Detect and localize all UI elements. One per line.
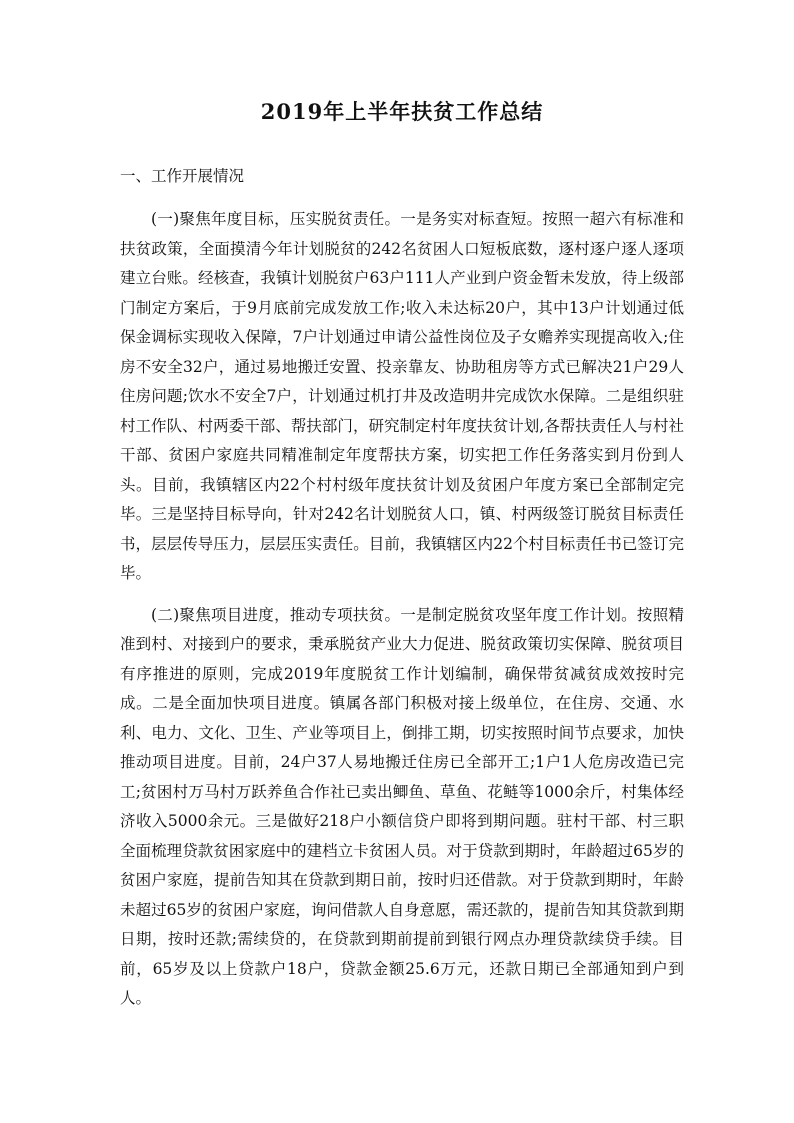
paragraph-2: (二)聚焦项目进度，推动专项扶贫。一是制定脱贫攻坚年度工作计划。按照精准到村、对接到户的要求，秉承脱贫产业大力促进、脱贫政策切实保障、脱贫项目有序推进的原则，完成2019年度脱贫工作计划编制，确保带贫减贫成效按时完成。二是全面加快项目进度。镇属各部门积极对接上级单位，在住房、交通、水利、电力、文化、卫生、产业等项目上，倒排工期，切实按照时间节点要求，加快推动项目进度。目前，24户37人易地搬迁住房已全部开工;1户1人危房改造已完工;贫困村万马村万跃养鱼合作社已卖出鲫鱼、草鱼、花鲢等1000余斤，村集体经济收入5000余元。三是做好218户小额信贷户即将到期问题。驻村干部、村三职全面梳理贷款贫困家庭中的建档立卡贫困人员。对于贷款到期时，年龄超过65岁的贫困户家庭，提前告知其在贷款到期日前，按时归还借款。对于贷款到期时，年龄未超过65岁的贫困户家庭，询问借款人自身意愿，需还款的，提前告知其贷款到期日期，按时还款;需续贷的，在贷款到期前提前到银行网点办理贷款续贷手续。目前，65岁及以上贷款户18户，贷款金额25.6万元，还款日期已全部通知到户到人。: [120, 605, 684, 1007]
section-heading: 一、工作开展情况: [120, 167, 245, 185]
paragraph-1: (一)聚焦年度目标，压实脱贫责任。一是务实对标查短。按照一超六有标准和扶贫政策，全面摸清今年计划脱贫的242名贫困人口短板底数，逐村逐户逐人逐项建立台账。经核查，我镇计划脱贫户63户111人产业到户资金暂未发放，待上级部门制定方案后，于9月底前完成发放工作;收入未达标20户，其中13户计划通过低保金调标实现收入保障，7户计划通过申请公益性岗位及子女赡养实现提高收入;住房不安全32户，通过易地搬迁安置、投亲靠友、协助租房等方式已解决21户29人住房问题;饮水不安全7户，计划通过机打井及改造明井完成饮水保障。二是组织驻村工作队、村两委干部、帮扶部门，研究制定村年度扶贫计划,各帮扶责任人与村社干部、贫困户家庭共同精准制定年度帮扶方案，切实把工作任务落实到月份到人头。目前，我镇辖区内22个村村级年度扶贫计划及贫困户年度方案已全部制定完毕。三是坚持目标导向，针对242名计划脱贫人口，镇、村两级签订脱贫目标责任书，层层传导压力，层层压实责任。目前，我镇辖区内22个村目标责任书已签订完毕。: [120, 210, 684, 582]
document-title: 2019年上半年扶贫工作总结: [260, 99, 544, 124]
